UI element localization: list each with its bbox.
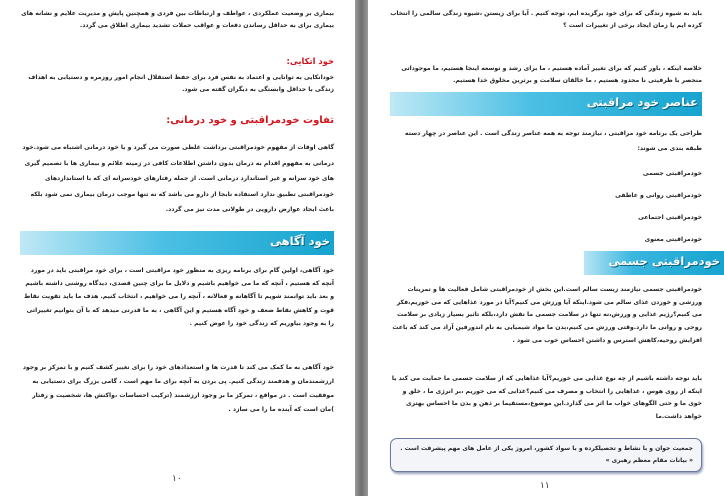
right-paragraph-3: طراحی یک برنامه خود مراقبتی ، نیازمند توجه به همه عناصر زندگی است . این عناصر در چهار دسته طبقه بندی می شوند: bbox=[404, 130, 702, 152]
list-item: خودمراقبتی معنوی bbox=[644, 236, 702, 243]
section-band-elements bbox=[390, 92, 702, 116]
leader-quote-box: جمعیت جوان و با نشاط و تحصیلکرده و با سواد کشور، امروز یکی از عامل های مهم پیشرفت است . « بیانات مقام معظم رهبری » bbox=[390, 438, 702, 472]
band-title: خود آگاهی bbox=[270, 234, 330, 248]
band-title: خودمراقبتی جسمی bbox=[608, 254, 720, 268]
section-band-physical bbox=[584, 251, 724, 275]
left-paragraph-1: بیماری بر وضعیت عملکردی ، عواطف و ارتباطات بین فردی و همچنین پایش و مدیریت علایم و نشانه های بیماری برای به حداقل رساندن دفعات و عواقب حملات تشدید بیماری اطلاق می گردد. bbox=[21, 10, 334, 29]
right-paragraph-5: باید توجه داشته باشیم از چه نوع غذایی می خوریم؟آیا غذاهایی که از سلامت جسمی ما حمایت می کند یا اینکه از روی هوس ، غذاهایی را انتخاب و مصرف می کنیم؟غذایی که می خوریم ،بر انرژی ما ، خلق و خوی ما و حتی الگوهای خواب ما اثر می گذارد.این موضوع،مستقیما بر ذهن و بدن ما احساس بهتری خواهد داشت.ما bbox=[391, 375, 702, 420]
list-item: خودمراقبتی جسمی bbox=[642, 170, 702, 177]
list-item: خودمراقبتی اجتماعی bbox=[638, 214, 702, 221]
page-number: ۱۰ bbox=[172, 474, 182, 484]
right-paragraph-4: خودمراقبتی جسمی نیازمند زیست سالم است.این بخش از خودمراقبتی شامل فعالیت ها و تمرینات ورزشی و خوردن غذای سالم می شود.اینکه آیا ورزش می کنیم؟آیا در مورد غذاهایی که می خوریم،فکر می کنیم؟رژیم غذایی و ورزش،نه تنها در سلامت جسمی ما نقش دارد،بلکه تاثیر بسیار زیادی بر سلامت روحی و روانی ما دارد.وقتی ورزش می کنیم،بدن ما مواد شیمیایی به نام اندورفین آزاد می کند که باعث افزایش روحیه،کاهش استرس و داشتن احساس خوب می شود . bbox=[392, 286, 702, 344]
left-page bbox=[0, 0, 355, 496]
page-number: ۱۱ bbox=[540, 481, 550, 491]
band-title: عناصر خود مراقبتی bbox=[586, 95, 698, 109]
right-paragraph-1: باید به شیوه زندگی که برای خود برگزیده ایم، توجه کنیم . آیا برای زیستن ،شیوه زندگی سالمی را انتخاب کرده ایم یا زمان ایجاد برخی از تغییرات است ؟ bbox=[390, 10, 702, 29]
left-paragraph-4: خود آگاهی، اولین گام برای برنامه ریزی به منظور خود مراقبتی است ، برای خود مراقبتی باید در مورد آنچه که هستیم ، آنچه که ما می خواهیم باشیم و دلایل ما برای چنین قصدی، دیدگاه روشنی داشته باشیم و بعد باید توانمند شویم تا آگاهانه و فعالانه ، آنچه را می خواهیم ، انتخاب کنیم. هدف ما باید تقویت نقاط قوت و کاهش نقاط ضعف و خود آگاه هستیم و این آگاهی ، به ما قدرتی میدهد که با آن بتوانیم تغییراتی را به وجود بیاوریم که زندگی خود را عوض کنیم . bbox=[24, 267, 334, 327]
left-paragraph-5: خود آگاهی به ما کمک می کند تا قدرت ها و استعدادهای خود را برای تغییر کشف کنیم و با تمرکز بر وجود ارزشمندمان و هدفمند زندگی کنیم. پی بردن به آنچه برای ما مهم است ، گامی بزرگ برای دستیابی به موفقیت است . در مواقع ، تمرکز ما بر وجود ارزشمند (ترکیب احساسات ،واکنش ها، شخصیت و رفتار )مان است که آینده ما را می سازد . bbox=[22, 364, 334, 413]
section-band-self-awareness bbox=[20, 231, 334, 255]
right-page bbox=[368, 0, 724, 496]
heading-difference: تفاوت خودمراقبتی و خود درمانی: bbox=[166, 115, 334, 126]
left-paragraph-2: خودانکایی به توانایی و اعتماد به نفس فرد برای حفظ استقلال انجام امور روزمره و دستیابی به اهداف زندگی با حداقل وابستگی به دیگران گفته می شود. bbox=[28, 74, 334, 93]
heading-self-reliance: خود اتکایی: bbox=[286, 56, 334, 66]
list-item: خودمراقبتی روانی و عاطفی bbox=[615, 192, 702, 199]
book-gutter bbox=[355, 0, 368, 496]
left-paragraph-3: گاهی اوقات از مفهوم خودمراقبتی برداشت غلطی صورت می گیرد و یا خود درمانی اشتباه می شود.خود درمانی به مفهوم اقدام به درمان بدون داشتن اطلاعات کافی در زمینه علائم و بیماری ها با تصمیم گیری های خود سرانه و غیر استاندارد درمانی است. از جمله رفتارهای خودسرانه ای که با استانداردهای خودمراقبتی تطبیق ندارد استفاده نابجا از دارو می باشد که نه تنها موجب درمان بیماری نمی شود بلکه باعث ایجاد عوارض دارویی در طولانی مدت نیز می گردد. bbox=[22, 144, 334, 213]
right-paragraph-2: خلاصه اینکه ، باور کنیم که برای تغییر آماده هستیم ، ما برای رشد و توسعه اینجا هستیم، ما موجوداتی منحصر با ظرفیتی نا محدود هستیم ، ما خالقان سلامت و برترین مخلوق خدا هستیم. bbox=[401, 65, 702, 84]
